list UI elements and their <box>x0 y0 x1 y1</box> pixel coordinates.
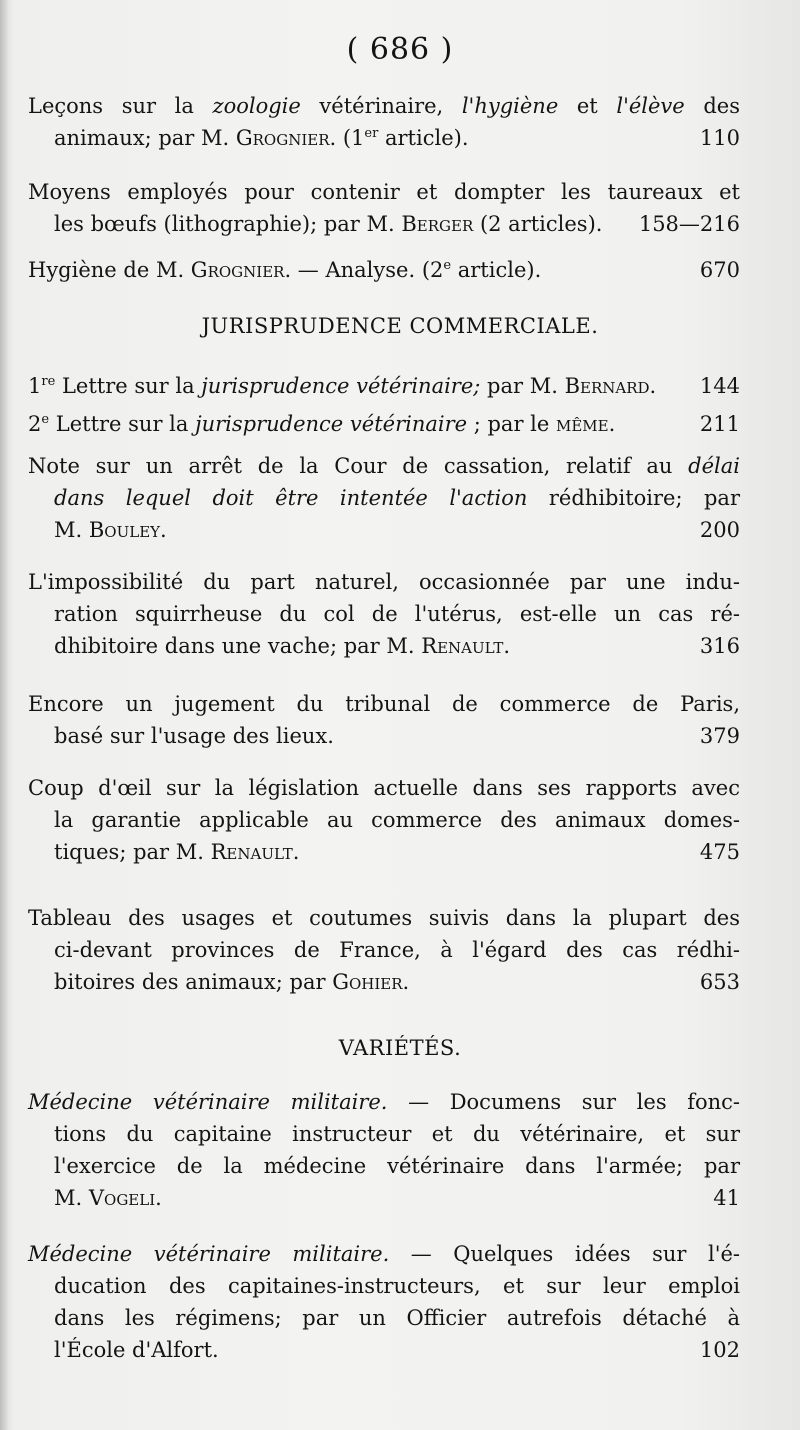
entry-line: dans les régimens; par un Officier autrefois détaché à <box>54 1306 740 1330</box>
entry-line: L'impossibilité du part naturel, occasionnée par une indu- <box>28 570 740 594</box>
toc-entry-zoologie <box>28 90 740 154</box>
entry-last-line: l'École d'Alfort. 102 <box>28 1334 740 1366</box>
toc-entry-education-capitaines <box>28 1238 740 1366</box>
toc-entry-part-naturel <box>28 566 740 662</box>
toc-entry-tableau-usages <box>28 902 740 998</box>
author-name: Grognier. <box>235 126 337 150</box>
section-heading-jurisprudence: JURISPRUDENCE COMMERCIALE. <box>201 314 599 338</box>
entry-last-line: basé sur l'usage des lieux. 379 <box>28 720 740 752</box>
page-reference: 211 <box>699 412 740 436</box>
page-reference: 41 <box>713 1186 740 1210</box>
page-reference: 158—216 <box>638 212 740 236</box>
page-spine-shadow <box>0 0 8 1430</box>
page-reference: 110 <box>699 126 740 150</box>
author-name: Berger <box>401 212 474 236</box>
author-name: Gohier. <box>332 970 410 994</box>
author-name: Renault. <box>421 634 511 658</box>
entry-line: ducation des capitaines-instructeurs, et sur leur emploi <box>54 1274 740 1298</box>
entry-line: ci-devant provinces de France, à l'égard des cas rédhi- <box>54 938 740 962</box>
toc-entry-taureaux <box>28 176 740 240</box>
page-reference: 475 <box>699 840 740 864</box>
entry-line: Leçons sur la zoologie vétérinaire, l'hygiène et l'élève des <box>28 94 740 118</box>
entry-last-line: M. Bouley. 200 <box>28 514 740 546</box>
toc-entry-documens-capitaine <box>28 1086 740 1214</box>
entry-line: Note sur un arrêt de la Cour de cassation, relatif au délai <box>28 454 740 478</box>
page-reference: 670 <box>699 258 740 282</box>
toc-entry-legislation <box>28 772 740 868</box>
toc-entry-lettre-2 <box>28 408 740 440</box>
entry-last-line: 2e Lettre sur la jurisprudence vétérinaire ; par le même. 211 <box>28 408 740 440</box>
entry-line: ration squirrheuse du col de l'utérus, est-elle un cas ré- <box>54 602 740 626</box>
entry-last-line: 1re Lettre sur la jurisprudence vétérinaire; par M. Bernard. 144 <box>28 370 740 402</box>
section-heading-varietes: VARIÉTÉS. <box>338 1036 462 1060</box>
entry-last-line: Hygiène de M. Grognier. — Analyse. (2e article). 670 <box>28 254 740 286</box>
entry-last-line: les bœufs (lithographie); par M. Berger (2 articles). 158—216 <box>28 208 740 240</box>
entry-line: tions du capitaine instructeur et du vétérinaire, et sur <box>54 1122 740 1146</box>
author-name: même. <box>555 412 616 436</box>
page-reference: 653 <box>699 970 740 994</box>
entry-line: dans lequel doit être intentée l'action rédhibitoire; par <box>54 486 740 510</box>
author-name: Vogeli. <box>88 1186 162 1210</box>
author-name: Bouley. <box>88 518 167 542</box>
page-reference: 316 <box>699 634 740 658</box>
toc-entry-lettre-1 <box>28 370 740 402</box>
author-name: Renault. <box>210 840 300 864</box>
author-name: Bernard. <box>564 374 657 398</box>
entry-line: Coup d'œil sur la législation actuelle dans ses rapports avec <box>28 776 740 800</box>
entry-last-line: dhibitoire dans une vache; par M. Renault. 316 <box>28 630 740 662</box>
entry-last-line: M. Vogeli. 41 <box>28 1182 740 1214</box>
entry-line: Médecine vétérinaire militaire. — Quelques idées sur l'é- <box>28 1242 740 1266</box>
entry-last-line: tiques; par M. Renault. 475 <box>28 836 740 868</box>
entry-line: Moyens employés pour contenir et dompter les taureaux et <box>28 180 740 204</box>
entry-line: l'exercice de la médecine vétérinaire dans l'armée; par <box>54 1154 740 1178</box>
entry-line: Tableau des usages et coutumes suivis dans la plupart des <box>28 906 740 930</box>
page-number: ( 686 ) <box>346 32 454 67</box>
page-reference: 102 <box>699 1338 740 1362</box>
entry-line: Médecine vétérinaire militaire. — Documens sur les fonc- <box>28 1090 741 1114</box>
entry-line: Encore un jugement du tribunal de commerce de Paris, <box>28 692 740 716</box>
entry-line: la garantie applicable au commerce des animaux domes- <box>54 808 740 832</box>
toc-entry-arret-cassation <box>28 450 740 546</box>
entry-last-line: bitoires des animaux; par Gohier. 653 <box>28 966 740 998</box>
page-reference: 200 <box>699 518 740 542</box>
entry-last-line: animaux; par M. Grognier. (1er article). 110 <box>28 122 740 154</box>
page-reference: 144 <box>699 374 740 398</box>
toc-entry-jugement <box>28 688 740 752</box>
page-reference: 379 <box>699 724 740 748</box>
author-name: Grognier. <box>190 258 292 282</box>
toc-entry-hygiene <box>28 254 740 286</box>
